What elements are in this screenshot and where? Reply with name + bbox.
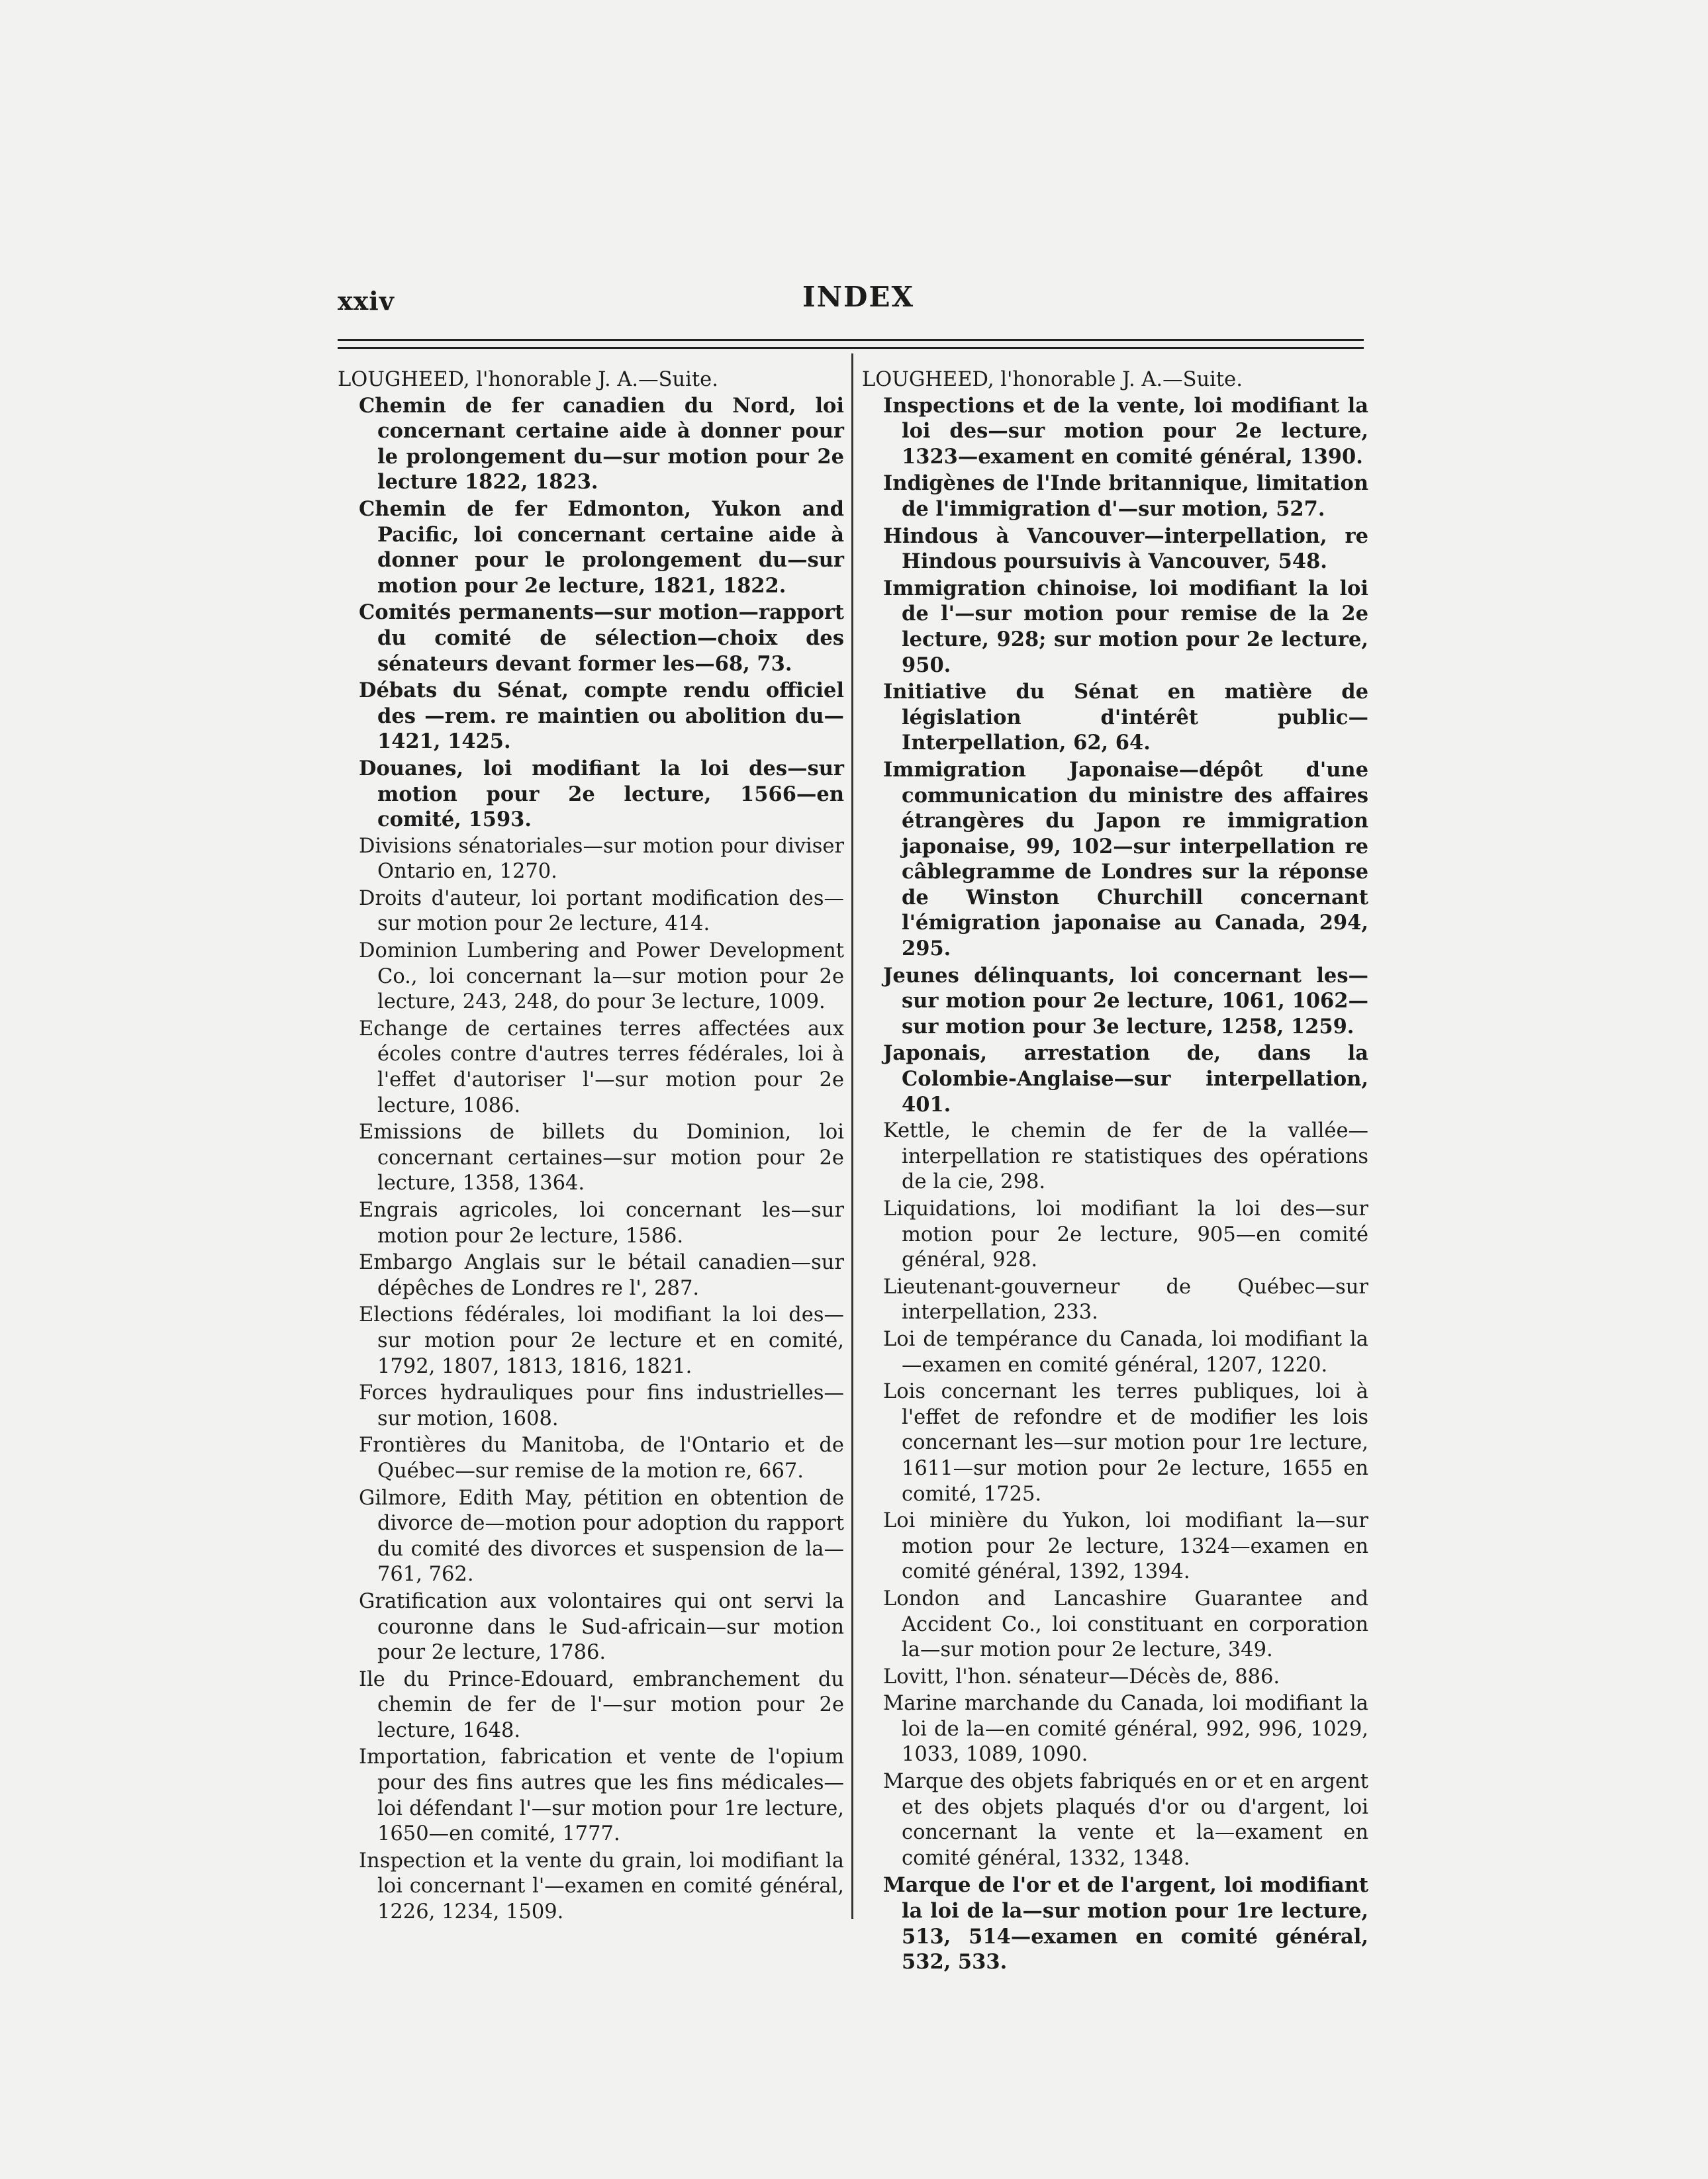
index-entry: Marine marchande du Canada, loi modifiant la loi de la—en comité général, 992, 996, 1029, 1033, 1089, 1090. <box>883 1692 1368 1767</box>
index-entry: Gratification aux volontaires qui ont servi la couronne dans le Sud-africain—sur motion pour 2e lecture, 1786. <box>359 1589 844 1665</box>
index-entry: Chemin de fer canadien du Nord, loi concernant certaine aide à donner pour le prolongement du—sur motion pour 2e lecture 1822, 1823. <box>359 393 844 494</box>
header-rule-top <box>338 339 1364 341</box>
index-entry: Lovitt, l'hon. sénateur—Décès de, 886. <box>883 1665 1280 1689</box>
index-entry: Lieutenant-gouverneur de Québec—sur interpellation, 233. <box>883 1275 1368 1324</box>
left-entries-list <box>338 393 844 1925</box>
index-entry: London and Lancashire Guarantee and Accident Co., loi constituant en corporation la—sur motion pour 2e lecture, 349. <box>883 1587 1368 1662</box>
index-entry: Kettle, le chemin de fer de la vallée—interpellation re statistiques des opérations de la cie, 298. <box>883 1119 1368 1194</box>
index-entry: Immigration chinoise, loi modifiant la loi de l'—sur motion pour remise de la 2e lecture, 928; sur motion pour 2e lecture, 950. <box>883 576 1368 677</box>
index-entry: Japonais, arrestation de, dans la Colombie-Anglaise—sur interpellation, 401. <box>883 1041 1368 1117</box>
left-column-heading: LOUGHEED, l'honorable J. A.—Suite. <box>338 368 718 391</box>
index-entry: Immigration Japonaise—dépôt d'une communication du ministre des affaires étrangères du Japon re immigration japonaise, 99, 102—sur interpellation re câblegramme de Londres sur la réponse de Winston Churchill concernant l'émigration japonaise au Canada, 294, 295. <box>883 757 1368 961</box>
index-entry: Jeunes délinquants, loi concernant les—sur motion pour 2e lecture, 1061, 1062—sur motion pour 3e lecture, 1258, 1259. <box>883 963 1368 1039</box>
index-entry: Loi de tempérance du Canada, loi modifiant la—examen en comité général, 1207, 1220. <box>883 1327 1368 1377</box>
index-entry: Elections fédérales, loi modifiant la loi des—sur motion pour 2e lecture et en comité, 1792, 1807, 1813, 1816, 1821. <box>359 1303 844 1378</box>
index-entry: Engrais agricoles, loi concernant les—sur motion pour 2e lecture, 1586. <box>359 1199 844 1248</box>
index-entry: Ile du Prince-Edouard, embranchement du chemin de fer de l'—sur motion pour 2e lecture, 1648. <box>359 1667 844 1742</box>
index-entry: Dominion Lumbering and Power Development Co., loi concernant la—sur motion pour 2e lecture, 243, 248, do pour 3e lecture, 1009. <box>359 939 844 1014</box>
index-entry: Comités permanents—sur motion—rapport du comité de sélection—choix des sénateurs devant former les—68, 73. <box>359 600 844 676</box>
index-entry: Liquidations, loi modifiant la loi des—sur motion pour 2e lecture, 905—en comité général, 928. <box>883 1197 1368 1272</box>
index-entry: Lois concernant les terres publiques, loi à l'effet de refondre et de modifier les lois concernant les—sur motion pour 1re lecture, 1611—sur motion pour 2e lecture, 1655 en comité, 1725. <box>883 1380 1368 1506</box>
index-entry: Hindous à Vancouver—interpellation, re Hindous poursuivis à Vancouver, 548. <box>883 524 1368 574</box>
index-entry: Marque des objets fabriqués en or et en argent et des objets plaqués d'or ou d'argent, loi concernant la vente et la—exament en comité général, 1332, 1348. <box>883 1770 1368 1870</box>
index-entry: Inspections et de la vente, loi modifiant la loi des—sur motion pour 2e lecture, 1323—exament en comité général, 1390. <box>883 393 1368 469</box>
index-entry: Débats du Sénat, compte rendu officiel des —rem. re maintien ou abolition du—1421, 1425. <box>359 678 844 754</box>
index-entry: Douanes, loi modifiant la loi des—sur motion pour 2e lecture, 1566—en comité, 1593. <box>359 756 844 832</box>
index-entry: Indigènes de l'Inde britannique, limitation de l'immigration d'—sur motion, 527. <box>883 471 1368 521</box>
index-entry: Frontières du Manitoba, de l'Ontario et de Québec—sur remise de la motion re, 667. <box>359 1434 844 1483</box>
index-entry: Chemin de fer Edmonton, Yukon and Pacific, loi concernant certaine aide à donner pour le prolongement du—sur motion pour 2e lecture, 1821, 1822. <box>359 496 844 598</box>
right-entries-list <box>862 393 1368 1975</box>
index-entry: Initiative du Sénat en matière de législation d'intérêt public—Interpellation, 62, 64. <box>883 680 1368 755</box>
index-entry: Importation, fabrication et vente de l'opium pour des fins autres que les fins médicales—loi défendant l'—sur motion pour 1re lecture, 1650—en comité, 1777. <box>359 1745 844 1846</box>
running-title: INDEX <box>802 281 915 313</box>
index-entry: Inspection et la vente du grain, loi modifiant la loi concernant l'—examen en comité général, 1226, 1234, 1509. <box>359 1849 844 1924</box>
index-entry: Droits d'auteur, loi portant modification des—sur motion pour 2e lecture, 414. <box>359 886 844 936</box>
page-number: xxiv <box>338 286 395 316</box>
header-rule-bottom <box>338 347 1364 349</box>
index-entry: Gilmore, Edith May, pétition en obtention de divorce de—motion pour adoption du rapport du comité des divorces et suspension de la—761, 762. <box>359 1486 844 1587</box>
index-entry: Forces hydrauliques pour fins industrielles—sur motion, 1608. <box>359 1381 844 1430</box>
index-entry: Echange de certaines terres affectées aux écoles contre d'autres terres fédérales, loi à l'effet d'autoriser l'—sur motion pour 2e lecture, 1086. <box>359 1017 844 1117</box>
right-column <box>862 367 1368 1976</box>
index-entry: Emissions de billets du Dominion, loi concernant certaines—sur motion pour 2e lecture, 1358, 1364. <box>359 1121 844 1195</box>
index-entry: Loi minière du Yukon, loi modifiant la—sur motion pour 2e lecture, 1324—examen en comité général, 1392, 1394. <box>883 1509 1368 1584</box>
right-column-heading: LOUGHEED, l'honorable J. A.—Suite. <box>862 368 1243 391</box>
left-column <box>338 367 844 1927</box>
index-entry: Embargo Anglais sur le bétail canadien—sur dépêches de Londres re l', 287. <box>359 1251 844 1300</box>
index-entry: Divisions sénatoriales—sur motion pour diviser Ontario en, 1270. <box>359 834 844 884</box>
column-divider <box>851 353 853 1919</box>
index-entry: Marque de l'or et de l'argent, loi modifiant la loi de la—sur motion pour 1re lecture, 513, 514—examen en comité général, 532, 533. <box>883 1873 1368 1974</box>
